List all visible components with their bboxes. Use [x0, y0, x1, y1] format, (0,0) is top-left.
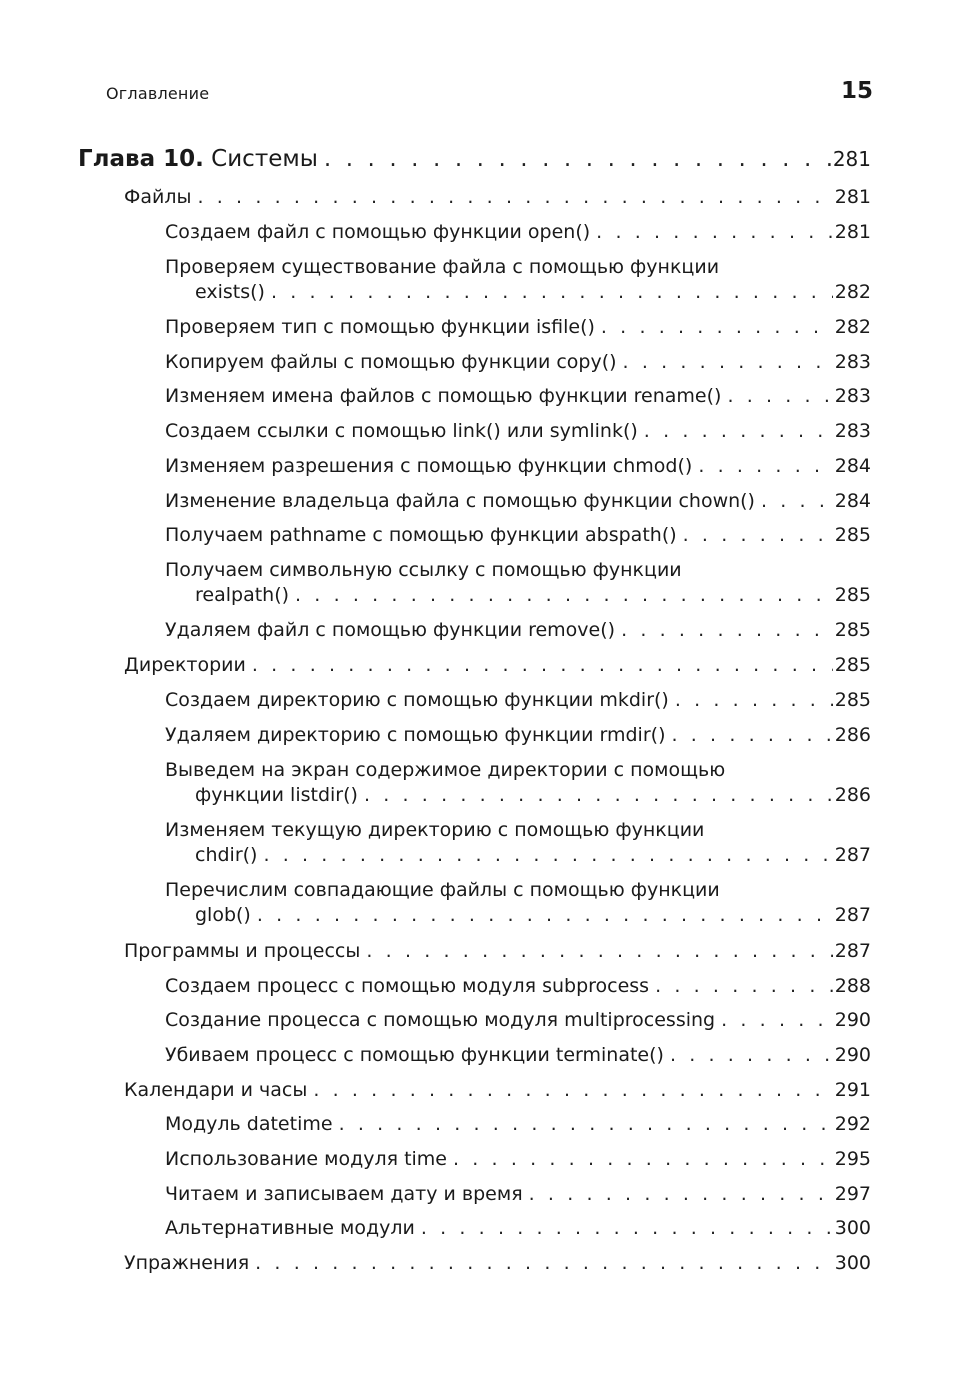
toc-entry-datetime[interactable] [165, 1112, 871, 1137]
toc-entry-mkdir[interactable] [165, 688, 871, 713]
dot-leader [318, 145, 833, 173]
toc-entry-title-line1: Получаем символьную ссылку с помощью функции [165, 559, 682, 581]
toc-entry-title: Директории [124, 654, 246, 676]
toc-entry-page: 284 [834, 455, 871, 477]
toc-entry-title-line2: chdir() [195, 844, 258, 866]
toc-entry-page: 281 [834, 221, 871, 243]
toc-entry-title: Изменяем имена файлов с помощью функции rename() [165, 385, 722, 407]
toc-entry-multiprocessing[interactable] [165, 1008, 871, 1033]
dot-leader [721, 384, 833, 409]
toc-entry-terminate[interactable] [165, 1043, 871, 1068]
toc-entry-page: 285 [834, 619, 871, 641]
toc-entry-title: Альтернативные модули [165, 1217, 415, 1239]
toc-entry-title: Изменение владельца файла с помощью функции chown() [165, 490, 755, 512]
toc-entry-title: Создание процесса с помощью модуля multiprocessing [165, 1009, 716, 1031]
toc-entry-page: 300 [834, 1252, 871, 1274]
dot-leader [265, 280, 833, 305]
toc-entry-title: Изменяем разрешения с помощью функции chmod() [165, 455, 693, 477]
toc-entry-page: 300 [834, 1217, 871, 1239]
toc-entry-title: Программы и процессы [124, 940, 361, 962]
dot-leader [358, 783, 833, 808]
dot-leader [246, 653, 833, 678]
toc-entry-title-line1: Перечислим совпадающие файлы с помощью функции [165, 879, 720, 901]
toc-entry-isfile[interactable] [165, 315, 871, 340]
toc-entry-title: Модуль datetime [165, 1113, 333, 1135]
toc-entry-title-line1: Проверяем существование файла с помощью функции [165, 256, 720, 278]
toc-entry-page: 297 [834, 1183, 871, 1205]
toc-entry-page: 291 [834, 1079, 871, 1101]
dot-leader [669, 688, 833, 713]
dot-leader [649, 974, 833, 999]
dot-leader [307, 1078, 833, 1103]
toc-entry-listdir[interactable] [165, 758, 871, 808]
toc-entry-title: Создаем процесс с помощью модуля subprocess [165, 975, 650, 997]
running-head: Оглавление [106, 84, 210, 103]
toc-entry-title: Получаем pathname с помощью функции abspath() [165, 524, 677, 546]
toc-entry-title: Читаем и записываем дату и время [165, 1183, 523, 1205]
toc-entry-page: 290 [834, 1009, 871, 1031]
page-number: 15 [840, 78, 873, 104]
toc-entry-open[interactable] [165, 220, 871, 245]
toc-entry-remove[interactable] [165, 618, 871, 643]
toc-entry-realpath[interactable] [165, 558, 871, 608]
dot-leader [289, 583, 833, 608]
toc-entry-title: Файлы [124, 186, 192, 208]
dot-leader [447, 1147, 833, 1172]
dot-leader [755, 489, 833, 514]
toc-entry-page: 287 [834, 940, 871, 962]
toc-entry-page: 285 [834, 654, 871, 676]
toc-entry-title: Использование модуля time [165, 1148, 447, 1170]
toc-entry-page: 287 [834, 904, 871, 926]
toc-entry-page: 282 [834, 316, 871, 338]
toc-entry-title: Удаляем директорию с помощью функции rmdir() [165, 724, 666, 746]
toc-entry-title-line1: Выведем на экран содержимое директории с помощью [165, 759, 726, 781]
dot-leader [664, 1043, 833, 1068]
toc-section-processes[interactable] [124, 939, 871, 964]
dot-leader [333, 1112, 833, 1137]
dot-leader [415, 1216, 833, 1241]
toc-entry-title: Календари и часы [124, 1079, 308, 1101]
toc-entry-title-line2: glob() [195, 904, 251, 926]
chapter-page: 281 [832, 147, 871, 171]
toc-entry-page: 285 [834, 524, 871, 546]
toc-entry-chmod[interactable] [165, 454, 871, 479]
toc-entry-page: 288 [834, 975, 871, 997]
toc-entry-page: 292 [834, 1113, 871, 1135]
toc-entry-page: 282 [834, 281, 871, 303]
toc-entry-title: Создаем ссылки с помощью link() или symlink() [165, 420, 638, 442]
dot-leader [249, 1251, 833, 1276]
toc-entry-page: 285 [834, 584, 871, 606]
toc-entry-page: 283 [834, 385, 871, 407]
toc-entry-page: 286 [834, 784, 871, 806]
dot-leader [638, 419, 833, 444]
dot-leader [192, 185, 834, 210]
toc-entry-title-line2: realpath() [195, 584, 290, 606]
toc-entry-title: Создаем файл с помощью функции open() [165, 221, 591, 243]
toc-entry-title: Проверяем тип с помощью функции isfile() [165, 316, 595, 338]
dot-leader [715, 1008, 833, 1033]
chapter-label: Глава 10. [78, 146, 204, 172]
toc-entry-page: 295 [834, 1148, 871, 1170]
toc-entry-title: Копируем файлы с помощью функции copy() [165, 351, 617, 373]
toc-entry-time[interactable] [165, 1147, 871, 1172]
toc-entry-title: Упражнения [124, 1252, 250, 1274]
toc-entry-page: 281 [834, 186, 871, 208]
toc-entry-page: 284 [834, 490, 871, 512]
dot-leader [523, 1182, 833, 1207]
toc-entry-subprocess[interactable] [165, 974, 871, 999]
toc-entry-page: 285 [834, 689, 871, 711]
toc-entry-read-write-date[interactable] [165, 1182, 871, 1207]
toc-entry-title: Убиваем процесс с помощью функции terminate() [165, 1044, 664, 1066]
toc-entry-abspath[interactable] [165, 523, 871, 548]
toc-section-directories[interactable] [124, 653, 871, 678]
toc-entry-rmdir[interactable] [165, 723, 871, 748]
toc-entry-title-line1: Изменяем текущую директорию с помощью функции [165, 819, 705, 841]
toc-entry-glob[interactable] [165, 878, 871, 928]
dot-leader [590, 220, 833, 245]
toc-entry-title: Создаем директорию с помощью функции mkdir() [165, 689, 669, 711]
dot-leader [595, 315, 833, 340]
toc-entry-link[interactable] [165, 419, 871, 444]
toc-entry-exists[interactable] [165, 255, 871, 305]
dot-leader [360, 939, 833, 964]
toc-entry-page: 283 [834, 351, 871, 373]
dot-leader [257, 843, 833, 868]
toc-section-exercises[interactable] [124, 1251, 871, 1276]
dot-leader [251, 903, 833, 928]
toc-entry-copy[interactable] [165, 350, 871, 375]
toc-entry-page: 287 [834, 844, 871, 866]
chapter-title: Системы [211, 146, 318, 172]
toc-entry-title-line2: exists() [195, 281, 265, 303]
toc-entry-page: 283 [834, 420, 871, 442]
toc-entry-chdir[interactable] [165, 818, 871, 868]
toc-entry-title-line2: функции listdir() [195, 784, 358, 806]
toc-entry-page: 286 [834, 724, 871, 746]
toc-entry-rename[interactable] [165, 384, 871, 409]
toc-entry-chown[interactable] [165, 489, 871, 514]
toc-entry-title: Удаляем файл с помощью функции remove() [165, 619, 616, 641]
toc-entry-page: 290 [834, 1044, 871, 1066]
dot-leader [615, 618, 833, 643]
toc-entry-alternative-modules[interactable] [165, 1216, 871, 1241]
dot-leader [665, 723, 833, 748]
toc-section-files[interactable] [124, 185, 871, 210]
dot-leader [617, 350, 833, 375]
toc-section-calendars[interactable] [124, 1078, 871, 1103]
dot-leader [677, 523, 833, 548]
toc-chapter-10[interactable] [78, 145, 871, 173]
dot-leader [692, 454, 833, 479]
